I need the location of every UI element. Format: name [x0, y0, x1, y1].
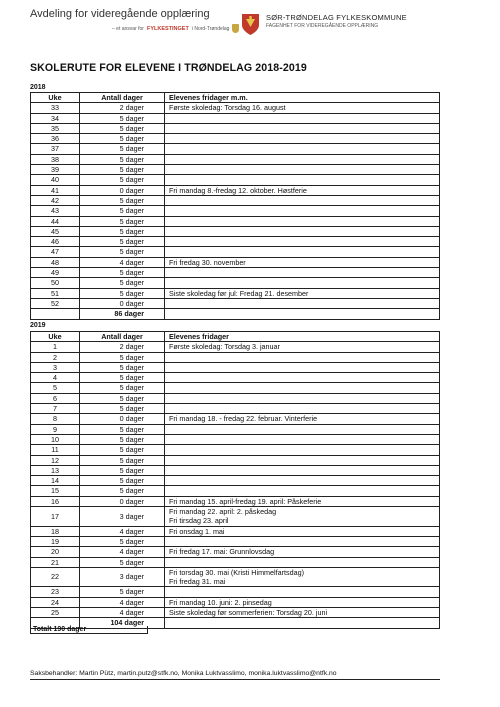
week-cell: 40 — [31, 175, 80, 185]
week-cell: 15 — [31, 486, 80, 496]
year-label-2018: 2018 — [30, 84, 46, 91]
column-days: Antall dager — [80, 332, 165, 342]
table-row — [31, 216, 440, 226]
week-cell: 23 — [31, 587, 80, 597]
days-cell: 5 dager — [80, 373, 165, 383]
days-cell: 5 dager — [80, 352, 165, 362]
days-cell: 5 dager — [80, 278, 165, 288]
column-days: Antall dager — [80, 93, 165, 103]
note-cell: Fri mandag 8.-fredag 12. oktober. Høstferie — [165, 185, 440, 195]
note-cell — [165, 298, 440, 308]
days-cell: 5 dager — [80, 134, 165, 144]
table-row — [31, 185, 440, 195]
days-cell: 5 dager — [80, 237, 165, 247]
note-cell — [165, 414, 440, 424]
table-row — [31, 587, 440, 597]
note-line: Fri fredag 17. mai: Grunnlovsdag — [169, 547, 275, 557]
week-cell: 43 — [31, 206, 80, 216]
department-title: Avdeling for videregående opplæring — [30, 8, 210, 20]
table-row — [31, 298, 440, 308]
days-cell: 5 dager — [80, 434, 165, 444]
table-row — [31, 597, 440, 607]
note-line: Fri mandag 18. - fredag 22. februar. Vinterferie — [169, 414, 318, 424]
note-cell — [165, 342, 440, 352]
note-cell: Første skoledag: Torsdag 16. august — [165, 103, 440, 113]
days-cell: 5 dager — [80, 455, 165, 465]
note-cell — [165, 597, 440, 607]
days-cell: 4 dager — [80, 257, 165, 267]
table-row — [31, 507, 440, 527]
week-cell: 20 — [31, 547, 80, 557]
days-cell: 5 dager — [80, 445, 165, 455]
days-cell: 5 dager — [80, 536, 165, 546]
week-cell: 39 — [31, 165, 80, 175]
week-cell: 25 — [31, 608, 80, 618]
table-row — [31, 608, 440, 618]
note-cell — [165, 216, 440, 226]
days-cell: 5 dager — [80, 465, 165, 475]
table-row — [31, 268, 440, 278]
note-cell — [165, 536, 440, 546]
note-cell — [165, 383, 440, 393]
note-line: Fri mandag 15. april-fredag 19. april: Påskeferie — [169, 496, 322, 506]
column-notes: Elevenes fridager m.m. — [165, 93, 440, 103]
table-row — [31, 496, 440, 506]
total-note — [165, 309, 440, 319]
table-row — [31, 373, 440, 383]
column-week: Uke — [31, 93, 80, 103]
week-cell: 2 — [31, 352, 80, 362]
note-cell — [165, 608, 440, 618]
week-cell: 7 — [31, 404, 80, 414]
note-cell — [165, 362, 440, 372]
days-cell: 5 dager — [80, 226, 165, 236]
table-row — [31, 257, 440, 267]
column-week: Uke — [31, 332, 80, 342]
days-cell: 5 dager — [80, 144, 165, 154]
note-cell — [165, 587, 440, 597]
week-cell: 10 — [31, 434, 80, 444]
table-row — [31, 206, 440, 216]
week-cell: 5 — [31, 383, 80, 393]
note-cell — [165, 134, 440, 144]
week-cell: 24 — [31, 597, 80, 607]
week-cell: 21 — [31, 557, 80, 567]
department-subtitle — [112, 24, 239, 33]
days-cell: 0 dager — [80, 496, 165, 506]
days-cell: 5 dager — [80, 587, 165, 597]
note-line: Siste skoledag før sommerferien: Torsdag 20. juni — [169, 608, 328, 618]
table-row — [31, 165, 440, 175]
note-cell — [165, 393, 440, 403]
county-crest-icon — [241, 13, 260, 36]
note-cell — [165, 352, 440, 362]
note-cell — [165, 404, 440, 414]
days-cell: 5 dager — [80, 393, 165, 403]
note-line: Fri mandag 22. april: 2. påskedag — [169, 507, 277, 517]
table-row — [31, 237, 440, 247]
week-cell: 44 — [31, 216, 80, 226]
header-right — [241, 13, 407, 36]
note-cell: Siste skoledag før jul: Fredag 21. desember — [165, 288, 440, 298]
days-cell: 0 dager — [80, 298, 165, 308]
table-row — [31, 455, 440, 465]
table-row — [31, 247, 440, 257]
table-row — [31, 288, 440, 298]
subtitle-prefix: – et ansvar for — [112, 25, 144, 32]
total-row — [31, 309, 440, 319]
note-cell — [165, 465, 440, 475]
note-line: Fri fredag 31. mai — [169, 577, 226, 587]
days-cell: 0 dager — [80, 414, 165, 424]
days-cell: 5 dager — [80, 113, 165, 123]
week-cell: 49 — [31, 268, 80, 278]
note-line: Fri onsdag 1. mai — [169, 526, 225, 536]
week-cell: 14 — [31, 476, 80, 486]
county-seal-icon — [232, 24, 239, 33]
table-row — [31, 434, 440, 444]
table-row — [31, 362, 440, 372]
note-cell — [165, 237, 440, 247]
note-line: Fri torsdag 30. mai (Kristi Himmelfartsdag) — [169, 567, 304, 577]
days-cell: 2 dager — [80, 103, 165, 113]
table-row — [31, 175, 440, 185]
note-cell — [165, 113, 440, 123]
week-cell: 12 — [31, 455, 80, 465]
table-row — [31, 424, 440, 434]
days-cell: 5 dager — [80, 206, 165, 216]
week-cell: 42 — [31, 195, 80, 205]
week-cell: 1 — [31, 342, 80, 352]
week-cell: 22 — [31, 567, 80, 587]
week-cell: 41 — [31, 185, 80, 195]
org-name: SØR-TRØNDELAG FYLKESKOMMUNE — [266, 13, 407, 22]
week-cell: 38 — [31, 154, 80, 164]
days-cell: 5 dager — [80, 154, 165, 164]
note-line: Fri mandag 10. juni: 2. pinsedag — [169, 597, 272, 607]
note-cell — [165, 268, 440, 278]
week-cell: 9 — [31, 424, 80, 434]
note-cell — [165, 195, 440, 205]
days-cell: 5 dager — [80, 247, 165, 257]
days-cell: 2 dager — [80, 342, 165, 352]
note-cell — [165, 175, 440, 185]
week-cell: 17 — [31, 507, 80, 527]
table-row — [31, 404, 440, 414]
note-cell — [165, 247, 440, 257]
days-cell: 5 dager — [80, 424, 165, 434]
table-row — [31, 393, 440, 403]
table-row — [31, 383, 440, 393]
week-cell: 18 — [31, 526, 80, 536]
table-row — [31, 154, 440, 164]
year-label-2019: 2019 — [30, 322, 46, 329]
table-row — [31, 536, 440, 546]
days-cell: 5 dager — [80, 195, 165, 205]
week-cell: 6 — [31, 393, 80, 403]
table-row — [31, 134, 440, 144]
week-cell: 47 — [31, 247, 80, 257]
table-row — [31, 486, 440, 496]
note-cell — [165, 507, 440, 527]
table-row — [31, 476, 440, 486]
days-cell: 5 dager — [80, 383, 165, 393]
days-cell: 5 dager — [80, 486, 165, 496]
table-row — [31, 465, 440, 475]
note-line: Første skoledag: Torsdag 3. januar — [169, 342, 280, 352]
total-days: 104 dager — [80, 618, 165, 628]
table-row — [31, 547, 440, 557]
note-cell — [165, 476, 440, 486]
note-cell — [165, 373, 440, 383]
days-cell: 4 dager — [80, 608, 165, 618]
note-cell — [165, 557, 440, 567]
table-row — [31, 445, 440, 455]
days-cell: 3 dager — [80, 567, 165, 587]
table-body-2019 — [31, 342, 440, 628]
table-header-row — [31, 93, 440, 103]
week-cell: 4 — [31, 373, 80, 383]
table-row — [31, 226, 440, 236]
days-cell: 5 dager — [80, 268, 165, 278]
days-cell: 5 dager — [80, 362, 165, 372]
note-cell — [165, 424, 440, 434]
days-cell: 5 dager — [80, 476, 165, 486]
table-row — [31, 113, 440, 123]
table-row — [31, 195, 440, 205]
total-spacer — [31, 309, 80, 319]
note-cell — [165, 123, 440, 133]
week-cell: 11 — [31, 445, 80, 455]
days-cell: 5 dager — [80, 165, 165, 175]
note-cell — [165, 144, 440, 154]
header-left — [30, 8, 239, 33]
schedule-table-2019 — [30, 331, 440, 629]
week-cell: 52 — [31, 298, 80, 308]
week-cell: 50 — [31, 278, 80, 288]
subtitle-region: i Nord-Trøndelag — [191, 25, 230, 32]
note-cell — [165, 547, 440, 557]
subtitle-org: FYLKESTINGET — [146, 25, 189, 32]
table-body-2018 — [31, 103, 440, 319]
table-row — [31, 103, 440, 113]
table-row — [31, 567, 440, 587]
days-cell: 5 dager — [80, 175, 165, 185]
page-title: SKOLERUTE FOR ELEVENE I TRØNDELAG 2018-2019 — [30, 62, 307, 74]
week-cell: 48 — [31, 257, 80, 267]
table-row — [31, 352, 440, 362]
days-cell: 5 dager — [80, 557, 165, 567]
week-cell: 16 — [31, 496, 80, 506]
week-cell: 8 — [31, 414, 80, 424]
table-row — [31, 278, 440, 288]
note-cell — [165, 496, 440, 506]
days-cell: 5 dager — [80, 288, 165, 298]
note-cell — [165, 434, 440, 444]
table-header-row — [31, 332, 440, 342]
table-row — [31, 123, 440, 133]
note-line: Fri tirsdag 23. april — [169, 516, 229, 526]
days-cell: 4 dager — [80, 547, 165, 557]
note-cell: Fri fredag 30. november — [165, 257, 440, 267]
days-cell: 5 dager — [80, 216, 165, 226]
week-cell: 13 — [31, 465, 80, 475]
days-cell: 5 dager — [80, 404, 165, 414]
column-notes: Elevenes fridager — [165, 332, 440, 342]
note-cell — [165, 445, 440, 455]
days-cell: 4 dager — [80, 526, 165, 536]
note-cell — [165, 567, 440, 587]
week-cell: 35 — [31, 123, 80, 133]
table-row — [31, 526, 440, 536]
schedule-table-2018 — [30, 92, 440, 320]
total-days: 86 dager — [80, 309, 165, 319]
note-cell — [165, 165, 440, 175]
week-cell: 46 — [31, 237, 80, 247]
days-cell: 4 dager — [80, 597, 165, 607]
note-cell — [165, 226, 440, 236]
table-row — [31, 557, 440, 567]
note-cell — [165, 526, 440, 536]
week-cell: 33 — [31, 103, 80, 113]
table-row — [31, 342, 440, 352]
week-cell: 19 — [31, 536, 80, 546]
days-cell: 0 dager — [80, 185, 165, 195]
week-cell: 37 — [31, 144, 80, 154]
total-note — [165, 618, 440, 628]
week-cell: 34 — [31, 113, 80, 123]
table-row — [31, 144, 440, 154]
note-cell — [165, 206, 440, 216]
week-cell: 3 — [31, 362, 80, 372]
footer-contact: Saksbehandler: Martin Pütz, martin.putz@stfk.no, Monika Luktvasslimo, monika.luktvasslimo@ntfk.no — [30, 670, 440, 680]
week-cell: 51 — [31, 288, 80, 298]
note-cell — [165, 455, 440, 465]
note-cell — [165, 154, 440, 164]
days-cell: 3 dager — [80, 507, 165, 527]
days-cell: 5 dager — [80, 123, 165, 133]
week-cell: 36 — [31, 134, 80, 144]
week-cell: 45 — [31, 226, 80, 236]
note-cell — [165, 486, 440, 496]
note-cell — [165, 278, 440, 288]
grand-total: Totalt 190 dager — [30, 626, 148, 634]
table-row — [31, 414, 440, 424]
org-subtitle: FAGENHET FOR VIDEREGÅENDE OPPLÆRING — [266, 23, 379, 29]
